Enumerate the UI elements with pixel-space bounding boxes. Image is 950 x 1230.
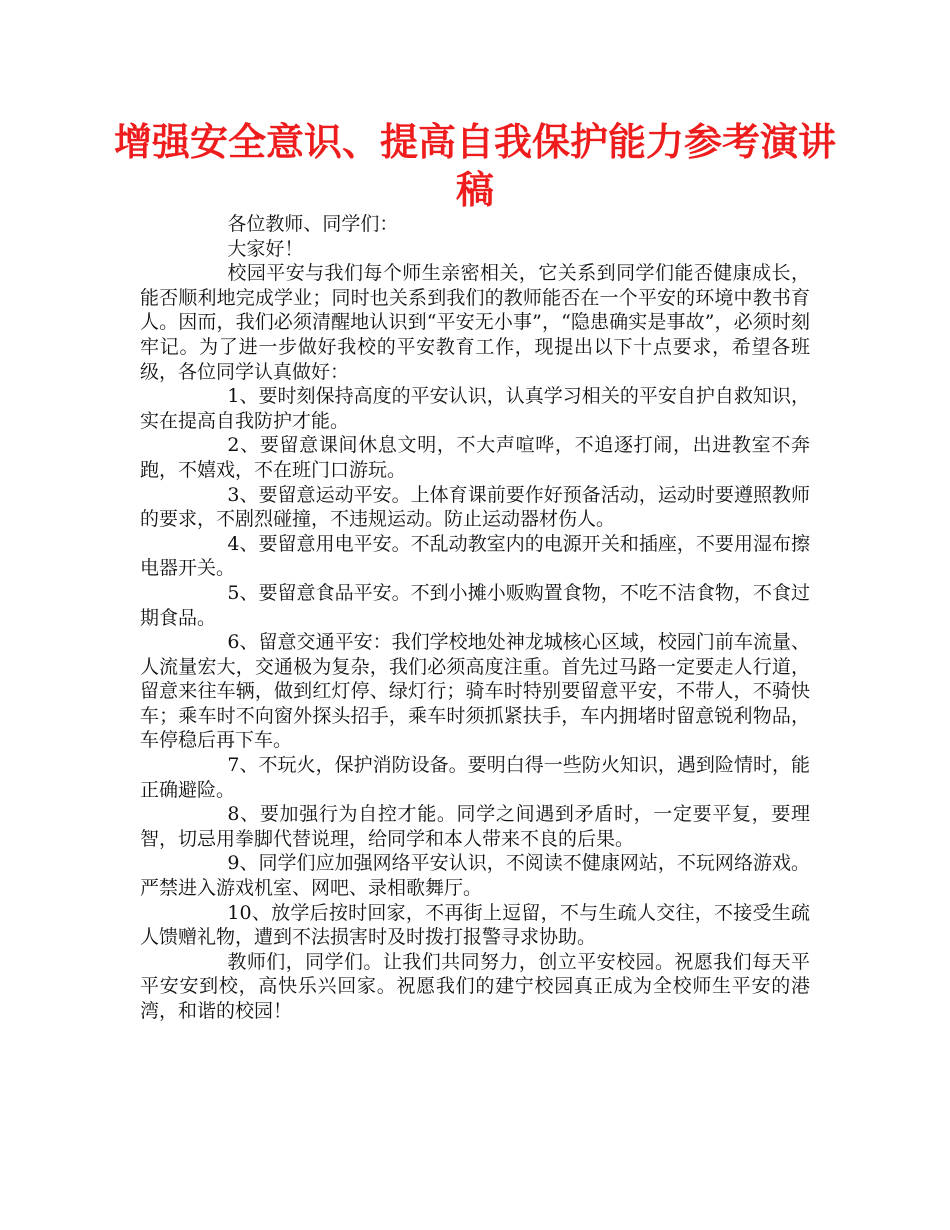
paragraph-item-4: 4、要留意用电平安。不乱动教室内的电源开关和插座，不要用湿布擦电器开关。 <box>140 532 810 580</box>
paragraph-item-8: 8、要加强行为自控才能。同学之间遇到矛盾时，一定要平复，要理智，切忌用拳脚代替说理，给同学和本人带来不良的后果。 <box>140 803 810 850</box>
paragraph-item-9: 9、同学们应加强网络平安认识，不阅读不健康网站，不玩网络游戏。严禁进入游戏机室、网吧、录相歌舞厅。 <box>140 852 810 900</box>
document-title: 增强安全意识、提高自我保护能力参考演讲稿 <box>113 120 836 212</box>
paragraph-item-5: 5、要留意食品平安。不到小摊小贩购置食物，不吃不洁食物，不食过期食品。 <box>140 581 810 629</box>
document-body <box>140 212 810 1024</box>
greeting-line: 各位教师、同学们： <box>227 213 399 235</box>
hello-line: 大家好！ <box>227 237 304 260</box>
paragraph-item-1: 1、要时刻保持高度的平安认识，认真学习相关的平安自护自救知识，实在提高自我防护才能。 <box>140 385 810 432</box>
paragraph-item-6: 6、留意交通平安：我们学校地处神龙城核心区域，校园门前车流量、人流量宏大，交通极为复杂，我们必须高度注重。首先过马路一定要走人行道，留意来往车辆，做到红灯停、绿灯行；骑车时特别要留意平安，不带人，不骑快车；乘车时不向窗外探头招手，乘车时须抓紧扶手，车内拥堵时留意锐利物品，车停稳后再下车。 <box>140 631 810 752</box>
paragraph-closing: 教师们，同学们。让我们共同努力，创立平安校园。祝愿我们每天平平安安到校，高快乐兴回家。祝愿我们的建宁校园真正成为全校师生平安的港湾，和谐的校园！ <box>140 950 810 1022</box>
paragraph-intro: 校园平安与我们每个师生亲密相关，它关系到同学们能否健康成长，能否顺利地完成学业；同时也关系到我们的教师能否在一个平安的环境中教书育人。因而，我们必须清醒地认识到“平安无小事”，“隐患确实是事故”，必须时刻牢记。为了进一步做好我校的平安教育工作，现提出以下十点要求，希望各班级，各位同学认真做好： <box>140 262 810 383</box>
paragraph-item-7: 7、不玩火，保护消防设备。要明白得一些防火知识，遇到险情时，能正确避险。 <box>140 754 810 801</box>
paragraph-item-3: 3、要留意运动平安。上体育课前要作好预备活动，运动时要遵照教师的要求，不剧烈碰撞，不违规运动。防止运动器材伤人。 <box>140 483 810 531</box>
paragraph-item-10: 10、放学后按时回家，不再街上逗留，不与生疏人交往，不接受生疏人馈赠礼物，遭到不法损害时及时拨打报警寻求协助。 <box>140 901 810 949</box>
paragraph-item-2: 2、要留意课间休息文明，不大声喧哗，不追逐打闹，出进教室不奔跑，不嬉戏，不在班门口游玩。 <box>140 434 810 481</box>
